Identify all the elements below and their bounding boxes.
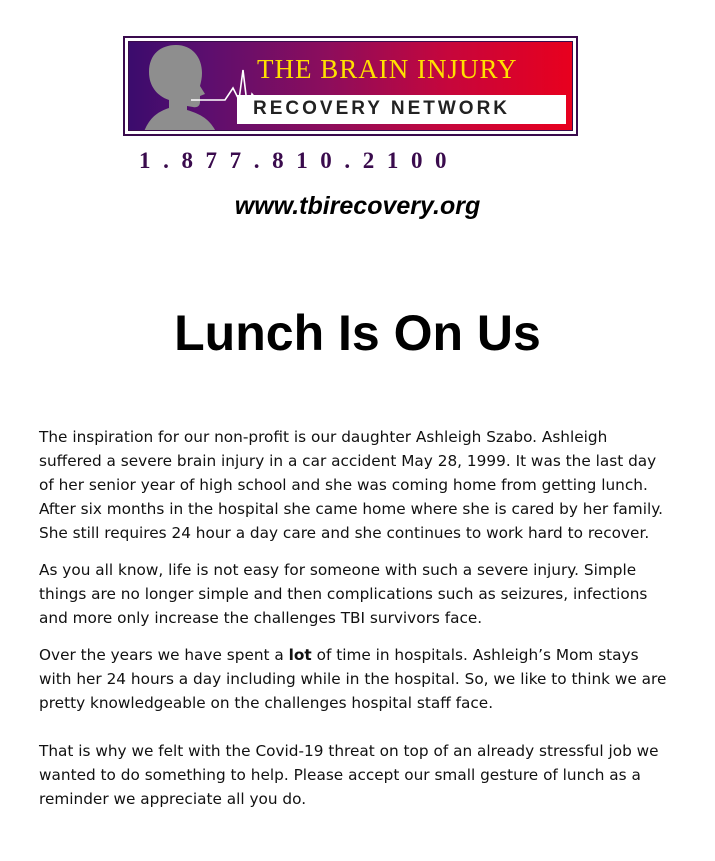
paragraph-hospitals-before: Over the years we have spent a (39, 646, 289, 664)
paragraph-hospitals-after: of time in hospitals. Ashleigh’s Mom stays with her 24 hours a day including while in the hospital. So, we like to think we are pretty knowledgeable on the challenges hospital staff face. (39, 646, 667, 712)
phone-number: 1.877.810.2100 (139, 148, 460, 173)
paragraph-challenges: As you all know, life is not easy for someone with such a severe injury. Simple things are no longer simple and then complications such as seizures, infections and more only increase the challenges TBI survivors face. (39, 561, 648, 627)
logo-subtitle: RECOVERY NETWORK (253, 98, 511, 119)
logo-title: THE BRAIN INJURY (257, 54, 518, 84)
page-title: Lunch Is On Us (174, 305, 541, 361)
paragraph-inspiration: The inspiration for our non-profit is our daughter Ashleigh Szabo. Ashleigh suffered a severe brain injury in a car accident May 28, 1999. It was the last day of her senior year of high school and she was coming home from getting lunch. After six months in the hospital she came home where she is cared by her family. She still requires 24 hour a day care and she continues to work hard to recover. (39, 428, 663, 542)
logo-banner (128, 41, 573, 131)
website-url: www.tbirecovery.org (234, 192, 481, 220)
paragraph-hospitals-emphasis: lot (288, 646, 312, 664)
brain-injury-logo (123, 36, 578, 136)
paragraph-hospitals (39, 643, 669, 715)
paragraph-lunch-gesture: That is why we felt with the Covid-19 threat on top of an already stressful job we wanted to do something to help. Please accept our small gesture of lunch as a reminder we appreciate all you do. (39, 742, 659, 808)
letter-body (39, 425, 669, 824)
